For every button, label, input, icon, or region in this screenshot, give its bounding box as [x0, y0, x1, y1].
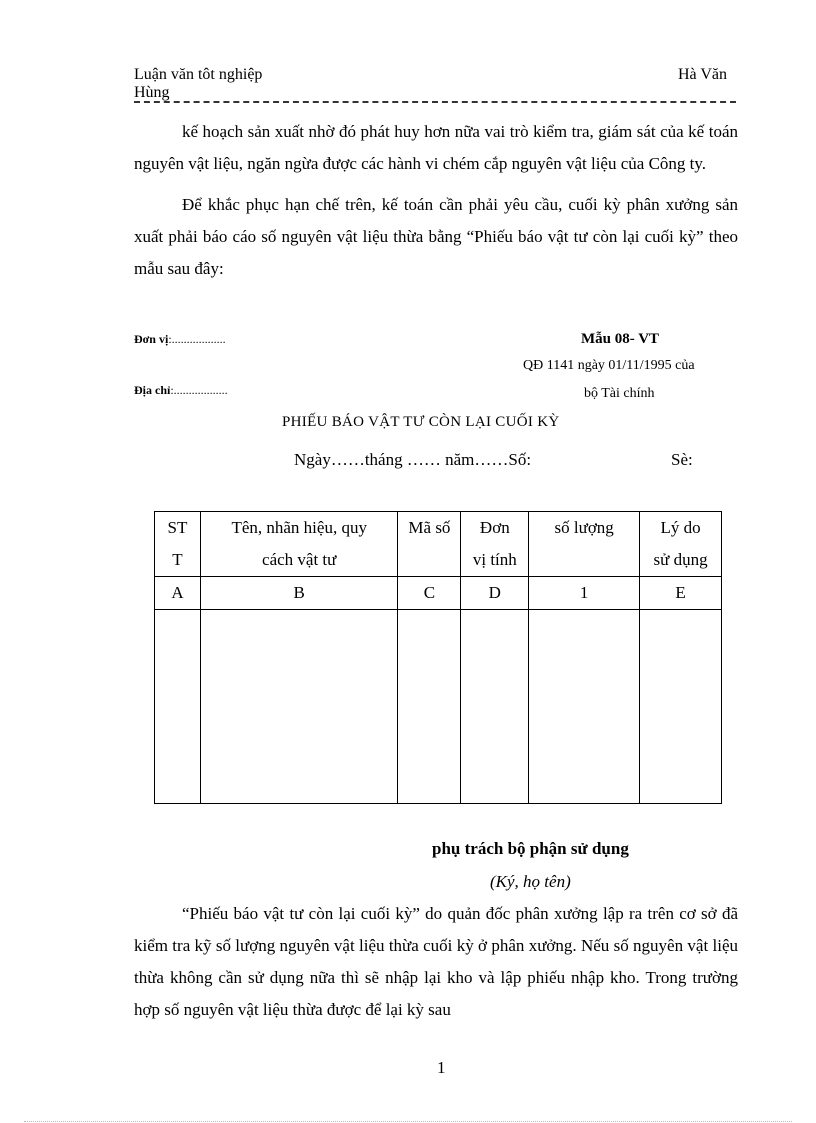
intro-paragraph-1: kế hoạch sản xuất nhờ đó phát huy hơn nữa vai trò kiểm tra, giám sát của kế toán nguyên vật liệu, ngăn ngừa được các hành vi chém cắp nguyên vật liệu của Công ty. [134, 122, 738, 173]
col-header-name: Tên, nhãn hiệu, quy cách vật tư [200, 512, 398, 577]
body-section [134, 898, 738, 1026]
form-serial: Sè: [671, 450, 693, 469]
intro-paragraph-2: Để khắc phục hạn chế trên, kế toán cần phải yêu cầu, cuối kỳ phân xưởng sản xuất phải báo cáo số nguyên vật liệu thừa bằng “Phiếu báo vật tư còn lại cuối kỳ” theo mẫu sau đây: [134, 195, 738, 278]
don-vi-field [134, 332, 226, 347]
code-cell: 1 [529, 577, 640, 610]
form-decision: QĐ 1141 ngày 01/11/1995 của [523, 358, 695, 373]
table-header-row [155, 512, 722, 577]
material-table [154, 511, 722, 804]
signature-title: phụ trách bộ phận sử dụng [432, 839, 629, 858]
header-author-continued: Hùng [134, 84, 170, 101]
code-cell: D [461, 577, 529, 610]
code-cell: B [200, 577, 398, 610]
col-header-quantity: số lượng [529, 512, 640, 577]
empty-cell [155, 610, 201, 804]
col-header-unit: Đơn vị tính [461, 512, 529, 577]
table-code-row [155, 577, 722, 610]
form-title: PHIẾU BÁO VẬT TƯ CÒN LẠI CUỐI KỲ [282, 414, 560, 430]
empty-cell [461, 610, 529, 804]
page-number: 1 [437, 1058, 446, 1077]
don-vi-label: Đơn vị [134, 332, 169, 346]
signature-note: (Ký, họ tên) [490, 872, 571, 891]
table-empty-row [155, 610, 722, 804]
page-bottom-border [24, 1121, 792, 1122]
form-date-line: Ngày……tháng …… năm……Số: [294, 450, 532, 469]
col-header-reason: Lý do sử dụng [640, 512, 722, 577]
dia-chi-label: Địa chỉ [134, 383, 171, 397]
code-cell: E [640, 577, 722, 610]
code-cell: C [398, 577, 461, 610]
empty-cell [200, 610, 398, 804]
dia-chi-dots: :.................. [170, 383, 228, 397]
form-code: Mẫu 08- VT [581, 331, 660, 347]
body-paragraph: “Phiếu báo vật tư còn lại cuối kỳ” do quản đốc phân xưởng lập ra trên cơ sở đã kiểm tra kỹ số lượng nguyên vật liệu thừa cuối kỳ ở phân xưởng. Nếu số nguyên vật liệu thừa không cần sử dụng nữa thì sẽ nhập lại kho và lập phiếu nhập kho. Trong trường hợp số nguyên vật liệu thừa được để lại kỳ sau [134, 904, 738, 1019]
intro-section [134, 116, 738, 285]
code-cell: A [155, 577, 201, 610]
header-divider [134, 101, 736, 103]
header-author: Hà Văn [678, 66, 728, 83]
empty-cell [398, 610, 461, 804]
header-title: Luận văn tôt nghiệp [134, 66, 263, 83]
form-ministry: bộ Tài chính [584, 386, 655, 401]
empty-cell [640, 610, 722, 804]
empty-cell [529, 610, 640, 804]
dia-chi-field [134, 383, 228, 398]
don-vi-dots: :.................. [168, 332, 226, 346]
col-header-code: Mã số [398, 512, 461, 577]
col-header-stt: ST T [155, 512, 201, 577]
